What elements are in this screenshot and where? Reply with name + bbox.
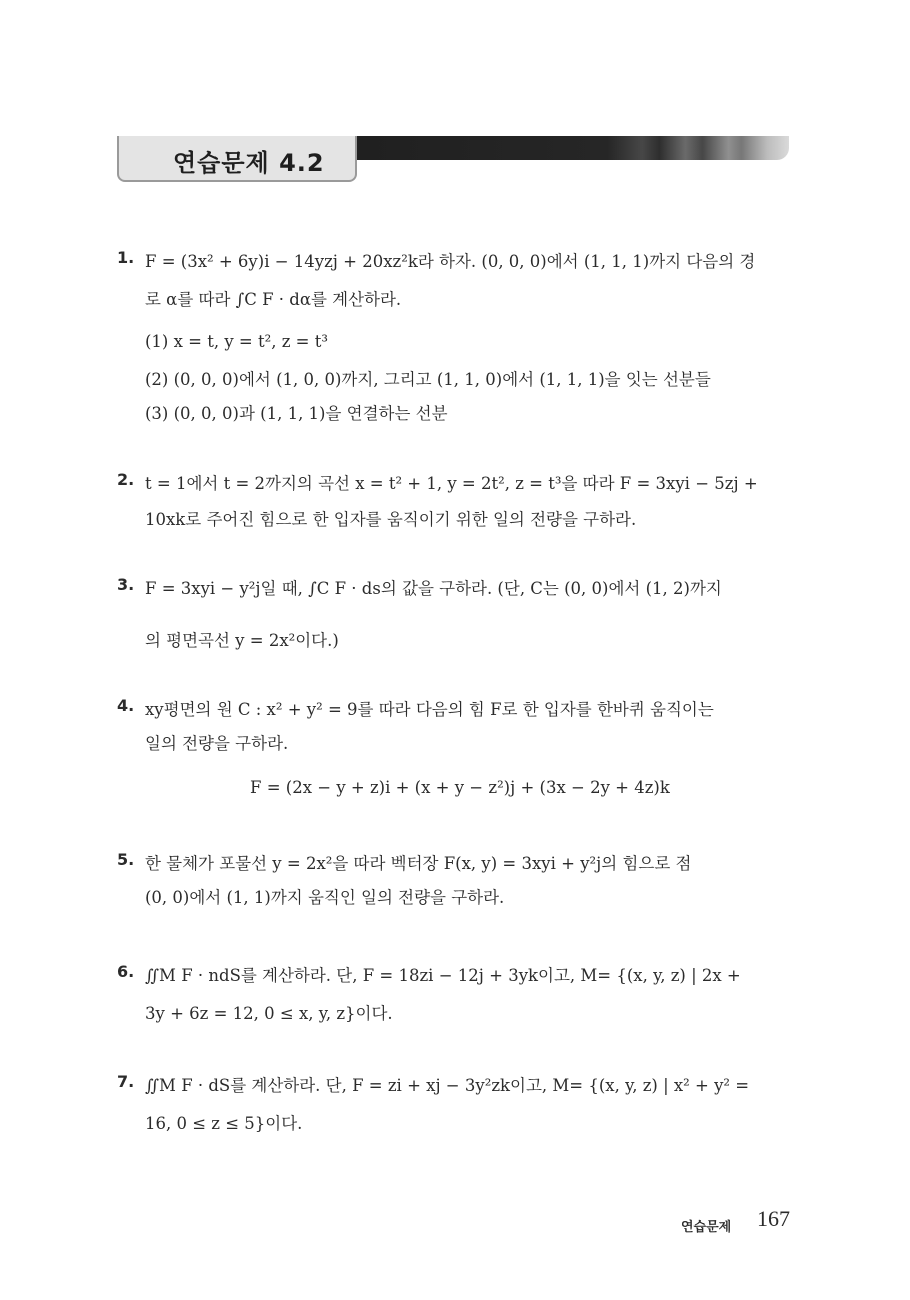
section-header-bar <box>357 136 789 160</box>
problem-text-line: 3y + 6z = 12, 0 ≤ x, y, z}이다. <box>145 1004 393 1023</box>
problem-text-line: t = 1에서 t = 2까지의 곡선 x = t² + 1, y = 2t², z = t³을 따라 F = 3xyi − 5zj + <box>145 474 758 493</box>
problem-number: 2. <box>117 470 135 489</box>
problem-text-line: 의 평면곡선 y = 2x²이다.) <box>145 631 339 650</box>
problem-text-line: ∬M F · ndS를 계산하라. 단, F = 18zi − 12j + 3yk이고, M= {(x, y, z) | 2x + <box>145 966 741 985</box>
problem-text-line: 한 물체가 포물선 y = 2x²을 따라 벡터장 F(x, y) = 3xyi + y²j의 힘으로 점 <box>145 854 692 873</box>
problem-text-line: xy평면의 원 C : x² + y² = 9를 따라 다음의 힘 F로 한 입자를 한바퀴 움직이는 <box>145 700 714 719</box>
problem-text-line: (0, 0)에서 (1, 1)까지 움직인 일의 전량을 구하라. <box>145 888 505 907</box>
problem-text-line: F = 3xyi − y²j일 때, ∫C F · ds의 값을 구하라. (단, C는 (0, 0)에서 (1, 2)까지 <box>145 579 722 598</box>
problem-part: (1) x = t, y = t², z = t³ <box>145 332 328 351</box>
force-equation: F = (2x − y + z)i + (x + y − z²)j + (3x − 2y + 4z)k <box>250 778 670 797</box>
problem-text-line: F = (3x² + 6y)i − 14yzj + 20xz²k라 하자. (0, 0, 0)에서 (1, 1, 1)까지 다음의 경 <box>145 252 756 271</box>
problem-number: 4. <box>117 696 135 715</box>
problem-number: 7. <box>117 1072 135 1091</box>
problem-text-line: 일의 전량을 구하라. <box>145 734 289 753</box>
problem-part: (3) (0, 0, 0)과 (1, 1, 1)을 연결하는 선분 <box>145 404 448 423</box>
problem-text-line: 16, 0 ≤ z ≤ 5}이다. <box>145 1114 303 1133</box>
problem-part: (2) (0, 0, 0)에서 (1, 0, 0)까지, 그리고 (1, 1, 0)에서 (1, 1, 1)을 잇는 선분들 <box>145 370 711 389</box>
footer-section-label: 연습문제 <box>681 1220 732 1235</box>
section-title: 연습문제 4.2 <box>173 149 325 177</box>
problem-number: 6. <box>117 962 135 981</box>
page-number: 167 <box>757 1206 790 1231</box>
problem-text-line: 10xk로 주어진 힘으로 한 입자를 움직이기 위한 일의 전량을 구하라. <box>145 510 637 529</box>
problem-text-line: ∬M F · dS를 계산하라. 단, F = zi + xj − 3y²zk이고, M= {(x, y, z) | x² + y² = <box>145 1076 750 1095</box>
problem-number: 3. <box>117 575 135 594</box>
problem-text-line: 로 α를 따라 ∫C F · dα를 계산하라. <box>145 290 402 309</box>
problem-number: 5. <box>117 850 135 869</box>
problem-number: 1. <box>117 248 135 267</box>
